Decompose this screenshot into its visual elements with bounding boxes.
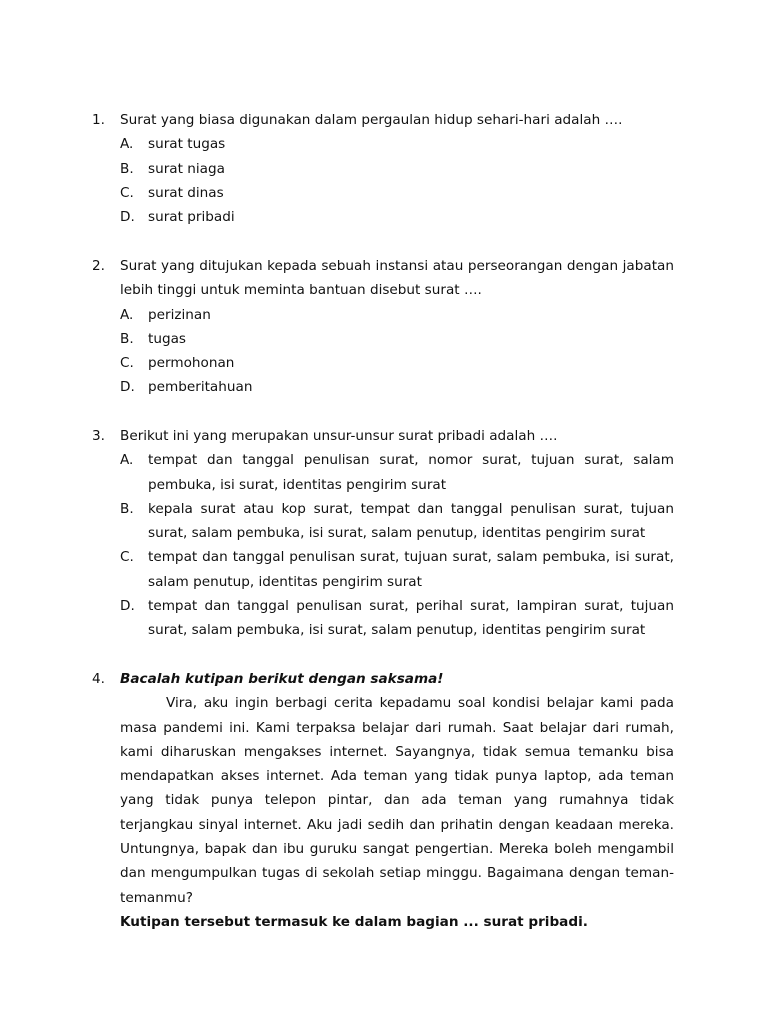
option-text: surat niaga [148,160,225,177]
question-number: 2. [92,258,105,274]
option-letter: D. [120,598,135,615]
option-text: tugas [148,330,186,347]
option-letter: C. [120,355,134,372]
option-d [120,594,674,643]
answer-options [120,303,674,400]
option-b [120,497,674,546]
question-number: 3. [92,428,105,444]
option-d [120,375,674,399]
question-2 [92,254,674,400]
option-text: tempat dan tanggal penulisan surat, nomor surat, tujuan surat, salam pembuka, isi surat, identitas pengirim surat [148,452,674,493]
question-stem: Surat yang biasa digunakan dalam pergaulan hidup sehari-hari adalah …. [120,112,623,128]
option-letter: C. [120,549,134,566]
option-a [120,132,674,156]
option-text: pemberitahuan [148,379,253,396]
answer-options [120,448,674,642]
option-text: tempat dan tanggal penulisan surat, tujuan surat, salam pembuka, isi surat, salam penutup, identitas pengirim surat [148,549,674,590]
question-4 [92,667,674,934]
option-letter: A. [120,452,134,469]
option-letter: A. [120,136,134,153]
option-letter: B. [120,330,134,347]
option-text: surat pribadi [148,209,235,226]
option-letter: D. [120,379,135,396]
question-number: 1. [92,112,105,128]
question-prompt: Kutipan tersebut termasuk ke dalam bagian ... surat pribadi. [120,913,588,930]
option-b [120,327,674,351]
question-stem: Surat yang ditujukan kepada sebuah instansi atau perseorangan dengan jabatan lebih tinggi untuk meminta bantuan disebut surat …. [120,258,674,299]
option-a [120,448,674,497]
option-letter: A. [120,306,134,323]
question-number: 4. [92,671,105,687]
option-letter: B. [120,160,134,177]
option-text: tempat dan tanggal penulisan surat, perihal surat, lampiran surat, tujuan surat, salam pembuka, isi surat, salam penutup, identitas pengirim surat [148,598,674,639]
option-b [120,157,674,181]
option-letter: C. [120,184,134,201]
option-text: permohonan [148,355,235,372]
option-c [120,351,674,375]
option-letter: B. [120,500,134,517]
reading-instruction: Bacalah kutipan berikut dengan saksama! [120,671,444,687]
question-1 [92,108,674,229]
option-text: perizinan [148,306,211,323]
question-3 [92,424,674,643]
answer-options [120,132,674,229]
option-text: surat tugas [148,136,226,153]
question-stem: Berikut ini yang merupakan unsur-unsur surat pribadi adalah …. [120,428,558,444]
option-letter: D. [120,209,135,226]
option-c [120,181,674,205]
option-text: surat dinas [148,184,224,201]
option-a [120,303,674,327]
option-c [120,545,674,594]
option-text: kepala surat atau kop surat, tempat dan tanggal penulisan surat, tujuan surat, salam pembuka, isi surat, salam penutup, identitas pengirim surat [148,500,674,542]
option-d [120,205,674,229]
letter-excerpt: Vira, aku ingin berbagi cerita kepadamu soal kondisi belajar kami pada masa pandemi ini. Kami terpaksa belajar dari rumah. Saat belajar dari rumah, kami diharuskan mengakses internet. Sayangnya, tidak semua temanku bisa mendapatkan akses internet. Ada teman yang tidak punya laptop, ada teman yang tidak punya telepon pintar, dan ada teman yang rumahnya tidak terjangkau sinyal internet. Aku jadi sedih dan prihatin dengan keadaan mereka. Untungnya, bapak dan ibu guruku sangat pengertian. Mereka boleh mengambil dan mengumpulkan tugas di sekolah setiap minggu. Bagaimana dengan teman-temanmu? [120,695,674,906]
